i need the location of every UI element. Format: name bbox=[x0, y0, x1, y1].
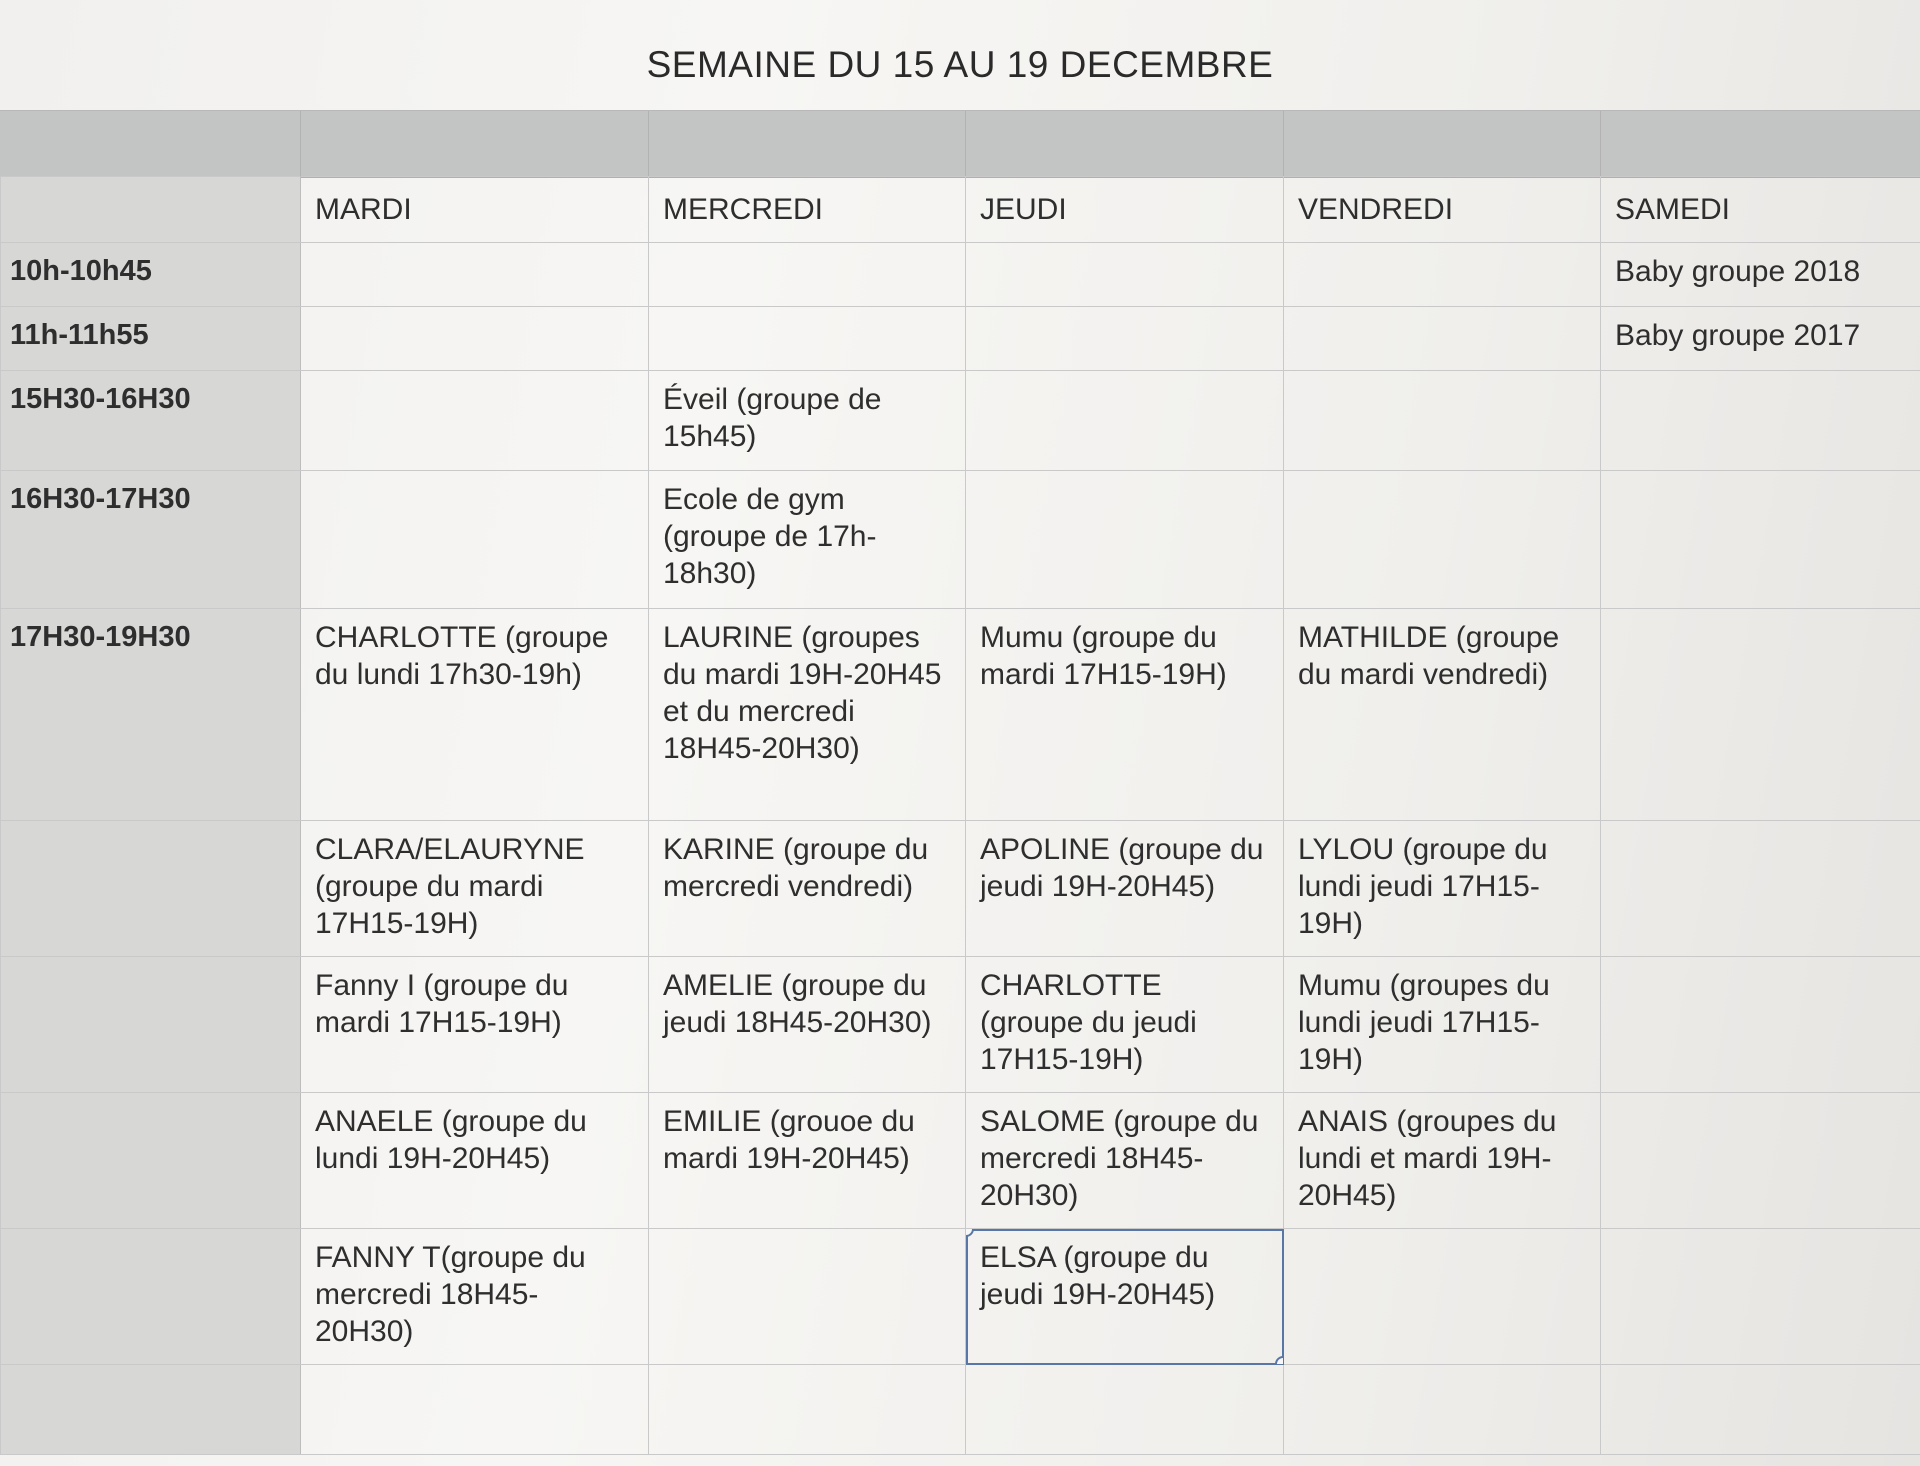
time-slot-cell[interactable]: 10h-10h45 bbox=[1, 243, 301, 307]
page-title: SEMAINE DU 15 AU 19 DECEMBRE bbox=[646, 44, 1274, 85]
schedule-cell[interactable]: Baby groupe 2017 bbox=[1601, 307, 1920, 371]
schedule-cell[interactable] bbox=[966, 1365, 1284, 1455]
schedule-cell[interactable]: MATHILDE (groupe du mardi vendredi) bbox=[1284, 609, 1601, 821]
selection-handle[interactable] bbox=[966, 1229, 975, 1238]
schedule-cell[interactable] bbox=[301, 371, 649, 471]
day-header-mercredi[interactable]: MERCREDI bbox=[649, 177, 966, 243]
day-header-samedi[interactable]: SAMEDI bbox=[1601, 177, 1920, 243]
day-header-row bbox=[1, 177, 1920, 243]
schedule-row bbox=[1, 371, 1920, 471]
schedule-cell[interactable] bbox=[966, 243, 1284, 307]
schedule-cell[interactable] bbox=[1601, 371, 1920, 471]
schedule-cell[interactable]: Mumu (groupes du lundi jeudi 17H15-19H) bbox=[1284, 957, 1601, 1093]
schedule-cell[interactable]: AMELIE (groupe du jeudi 18H45-20H30) bbox=[649, 957, 966, 1093]
time-slot-cell[interactable] bbox=[1, 821, 301, 957]
time-slot-cell[interactable] bbox=[1, 1365, 301, 1455]
schedule-cell[interactable] bbox=[649, 1229, 966, 1365]
time-slot-cell[interactable]: 15H30-16H30 bbox=[1, 371, 301, 471]
schedule-cell[interactable]: ANAIS (groupes du lundi et mardi 19H-20H45) bbox=[1284, 1093, 1601, 1229]
schedule-row bbox=[1, 1365, 1920, 1455]
schedule-cell[interactable] bbox=[1284, 371, 1601, 471]
schedule-row bbox=[1, 1093, 1920, 1229]
schedule-row bbox=[1, 471, 1920, 609]
column-divider bbox=[1283, 111, 1284, 177]
schedule-table bbox=[0, 176, 1920, 1455]
schedule-cell[interactable] bbox=[649, 1365, 966, 1455]
schedule-cell[interactable] bbox=[301, 243, 649, 307]
schedule-cell[interactable] bbox=[1601, 1093, 1920, 1229]
schedule-row bbox=[1, 307, 1920, 371]
schedule-cell[interactable] bbox=[1284, 1229, 1601, 1365]
day-header-jeudi[interactable]: JEUDI bbox=[966, 177, 1284, 243]
schedule-cell[interactable]: ANAELE (groupe du lundi 19H-20H45) bbox=[301, 1093, 649, 1229]
schedule-cell[interactable] bbox=[649, 307, 966, 371]
schedule-cell[interactable] bbox=[966, 371, 1284, 471]
schedule-cell[interactable]: Mumu (groupe du mardi 17H15-19H) bbox=[966, 609, 1284, 821]
selection-handle[interactable] bbox=[1275, 1356, 1284, 1365]
schedule-cell[interactable]: Ecole de gym (groupe de 17h-18h30) bbox=[649, 471, 966, 609]
schedule-cell[interactable]: LYLOU (groupe du lundi jeudi 17H15-19H) bbox=[1284, 821, 1601, 957]
schedule-cell[interactable]: Baby groupe 2018 bbox=[1601, 243, 1920, 307]
schedule-cell[interactable]: APOLINE (groupe du jeudi 19H-20H45) bbox=[966, 821, 1284, 957]
schedule-cell[interactable] bbox=[301, 1365, 649, 1455]
schedule-cell[interactable]: Éveil (groupe de 15h45) bbox=[649, 371, 966, 471]
schedule-cell[interactable] bbox=[1284, 1365, 1601, 1455]
schedule-cell[interactable]: CLARA/ELAURYNE (groupe du mardi 17H15-19H) bbox=[301, 821, 649, 957]
schedule-cell[interactable]: KARINE (groupe du mercredi vendredi) bbox=[649, 821, 966, 957]
schedule-cell[interactable]: SALOME (groupe du mercredi 18H45-20H30) bbox=[966, 1093, 1284, 1229]
schedule-cell[interactable] bbox=[1601, 471, 1920, 609]
schedule-cell[interactable] bbox=[966, 471, 1284, 609]
column-divider bbox=[1600, 111, 1601, 177]
time-slot-cell[interactable]: 11h-11h55 bbox=[1, 307, 301, 371]
schedule-cell[interactable] bbox=[1284, 307, 1601, 371]
time-slot-cell[interactable] bbox=[1, 957, 301, 1093]
schedule-row bbox=[1, 243, 1920, 307]
schedule-cell[interactable] bbox=[1601, 609, 1920, 821]
schedule-cell[interactable]: CHARLOTTE (groupe du jeudi 17H15-19H) bbox=[966, 957, 1284, 1093]
schedule-row bbox=[1, 957, 1920, 1093]
schedule-row bbox=[1, 609, 1920, 821]
schedule-cell[interactable] bbox=[301, 471, 649, 609]
schedule-cell[interactable] bbox=[649, 243, 966, 307]
column-divider bbox=[300, 111, 301, 177]
time-slot-cell[interactable]: 17H30-19H30 bbox=[1, 609, 301, 821]
time-slot-cell[interactable] bbox=[1, 1093, 301, 1229]
schedule-cell[interactable] bbox=[1601, 1229, 1920, 1365]
schedule-cell[interactable]: EMILIE (grouoe du mardi 19H-20H45) bbox=[649, 1093, 966, 1229]
schedule-cell[interactable] bbox=[1284, 471, 1601, 609]
column-divider bbox=[965, 111, 966, 177]
schedule-cell[interactable] bbox=[1601, 957, 1920, 1093]
schedule-row bbox=[1, 1229, 1920, 1365]
selected-schedule-cell[interactable]: ELSA (groupe du jeudi 19H-20H45) bbox=[966, 1229, 1284, 1365]
corner-cell[interactable] bbox=[1, 177, 301, 243]
schedule-cell[interactable]: LAURINE (groupes du mardi 19H-20H45 et du mercredi 18H45-20H30) bbox=[649, 609, 966, 821]
time-slot-cell[interactable] bbox=[1, 1229, 301, 1365]
schedule-cell[interactable]: Fanny I (groupe du mardi 17H15-19H) bbox=[301, 957, 649, 1093]
schedule-cell[interactable] bbox=[1601, 1365, 1920, 1455]
column-divider bbox=[648, 111, 649, 177]
day-header-vendredi[interactable]: VENDREDI bbox=[1284, 177, 1601, 243]
schedule-row bbox=[1, 821, 1920, 957]
schedule-cell[interactable]: FANNY T(groupe du mercredi 18H45-20H30) bbox=[301, 1229, 649, 1365]
schedule-cell[interactable] bbox=[301, 307, 649, 371]
column-header-band bbox=[0, 110, 1920, 178]
schedule-cell[interactable] bbox=[1601, 821, 1920, 957]
day-header-mardi[interactable]: MARDI bbox=[301, 177, 649, 243]
schedule-cell[interactable]: CHARLOTTE (groupe du lundi 17h30-19h) bbox=[301, 609, 649, 821]
time-slot-cell[interactable]: 16H30-17H30 bbox=[1, 471, 301, 609]
schedule-cell[interactable] bbox=[1284, 243, 1601, 307]
schedule-cell[interactable] bbox=[966, 307, 1284, 371]
